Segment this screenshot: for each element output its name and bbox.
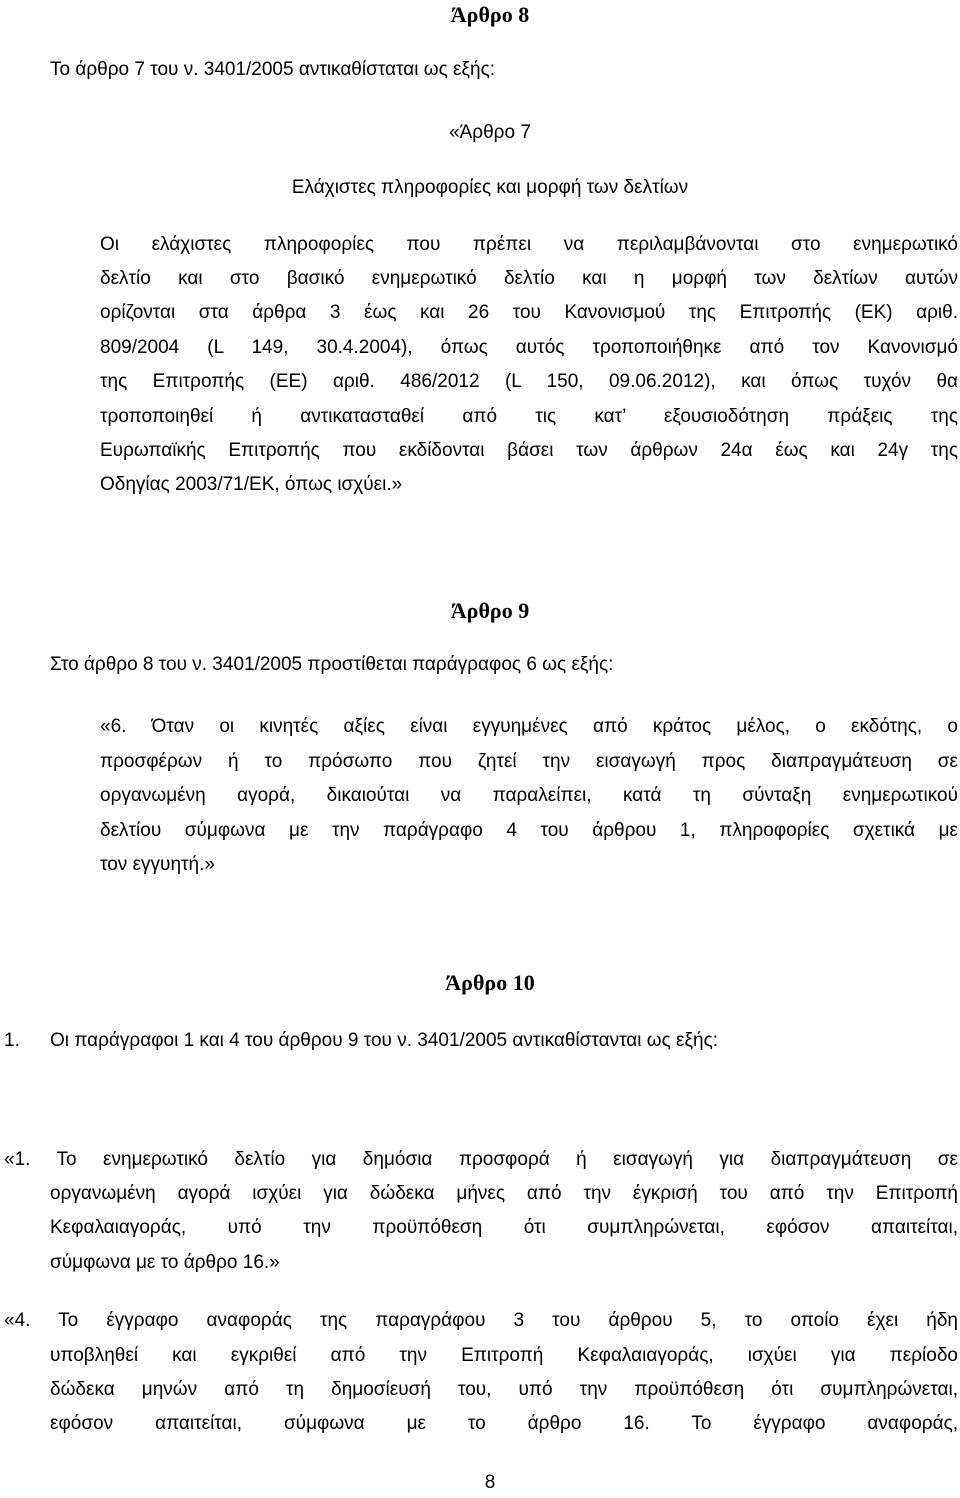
paragraph-4-line: «4. Το έγγραφο αναφοράς της παραγράφου 3 του άρθρου 5, το οποίο έχει ήδη [4,1310,958,1331]
paragraph-1-line: σύμφωνα με το άρθρο 16.» [50,1252,280,1273]
article-9-body-line: «6. Όταν οι κινητές αξίες είναι εγγυημένες από κράτος μέλος, ο εκδότης, ο [100,716,958,737]
paragraph-4-line: υποβληθεί και εγκριθεί από την Επιτροπή Κεφαλαιαγοράς, ισχύει για περίοδο [50,1345,958,1366]
article-9-body-line: οργανωμένη αγορά, δικαιούται να παραλείπει, κατά τη σύνταξη ενημερωτικού [100,785,958,806]
article-8-heading: Άρθρο 8 [450,2,530,27]
article-10-item-number: 1. [4,1030,20,1051]
article-8-body-line: της Επιτροπής (ΕΕ) αριθ. 486/2012 (L 150, 09.06.2012), και όπως τυχόν θα [100,371,958,392]
article-8-body-line: 809/2004 (L 149, 30.4.2004), όπως αυτός τροποποιήθηκε από τον Κανονισμό [100,337,958,358]
article-9-body-line: δελτίου σύμφωνα με την παράγραφο 4 του άρθρου 1, πληροφορίες σχετικά με [100,820,958,841]
quoted-article-heading: «Άρθρο 7 [449,122,531,143]
article-10-heading: Άρθρο 10 [445,970,535,995]
article-9-intro: Στο άρθρο 8 του ν. 3401/2005 προστίθεται παράγραφος 6 ως εξής: [50,654,614,675]
article-8-intro: Το άρθρο 7 του ν. 3401/2005 αντικαθίσταται ως εξής: [50,59,496,80]
article-8-body-line: Οι ελάχιστες πληροφορίες που πρέπει να περιλαμβάνονται στο ενημερωτικό [100,234,958,255]
page-number: 8 [484,1472,496,1493]
paragraph-1-line: Κεφαλαιαγοράς, υπό την προϋπόθεση ότι συμπληρώνεται, εφόσον απαιτείται, [50,1217,958,1238]
article-8-body-line: δελτίο και στο βασικό ενημερωτικό δελτίο και η μορφή των δελτίων αυτών [100,268,958,289]
paragraph-4-line: εφόσον απαιτείται, σύμφωνα με το άρθρο 16. Το έγγραφο αναφοράς, [50,1413,958,1434]
article-9-body-line: προσφέρων ή το πρόσωπο που ζητεί την εισαγωγή προς διαπραγμάτευση σε [100,751,958,772]
article-9-heading: Άρθρο 9 [450,598,530,623]
article-8-body-line: τροποποιηθεί ή αντικατασταθεί από τις κατ’ εξουσιοδότηση πράξεις της [100,406,958,427]
article-8-body-line: ορίζονται στα άρθρα 3 έως και 26 του Κανονισμού της Επιτροπής (ΕΚ) αριθ. [100,302,958,323]
article-9-body-line: τον εγγυητή.» [100,854,215,875]
paragraph-1-line: οργανωμένη αγορά ισχύει για δώδεκα μήνες από την έγκρισή του από την Επιτροπή [50,1183,958,1204]
article-8-body-line: Οδηγίας 2003/71/ΕΚ, όπως ισχύει.» [100,474,403,495]
paragraph-1-line: «1. Το ενημερωτικό δελτίο για δημόσια προσφορά ή εισαγωγή για διαπραγμάτευση σε [4,1149,958,1170]
article-10-item-text: Οι παράγραφοι 1 και 4 του άρθρου 9 του ν. 3401/2005 αντικαθίστανται ως εξής: [50,1030,719,1051]
article-8-body-line: Ευρωπαϊκής Επιτροπής που εκδίδονται βάσει των άρθρων 24α έως και 24γ της [100,440,958,461]
paragraph-4-line: δώδεκα μηνών από τη δημοσίευσή του, υπό την προϋπόθεση ότι συμπληρώνεται, [50,1379,958,1400]
quoted-article-title: Ελάχιστες πληροφορίες και μορφή των δελτίων [291,177,689,198]
